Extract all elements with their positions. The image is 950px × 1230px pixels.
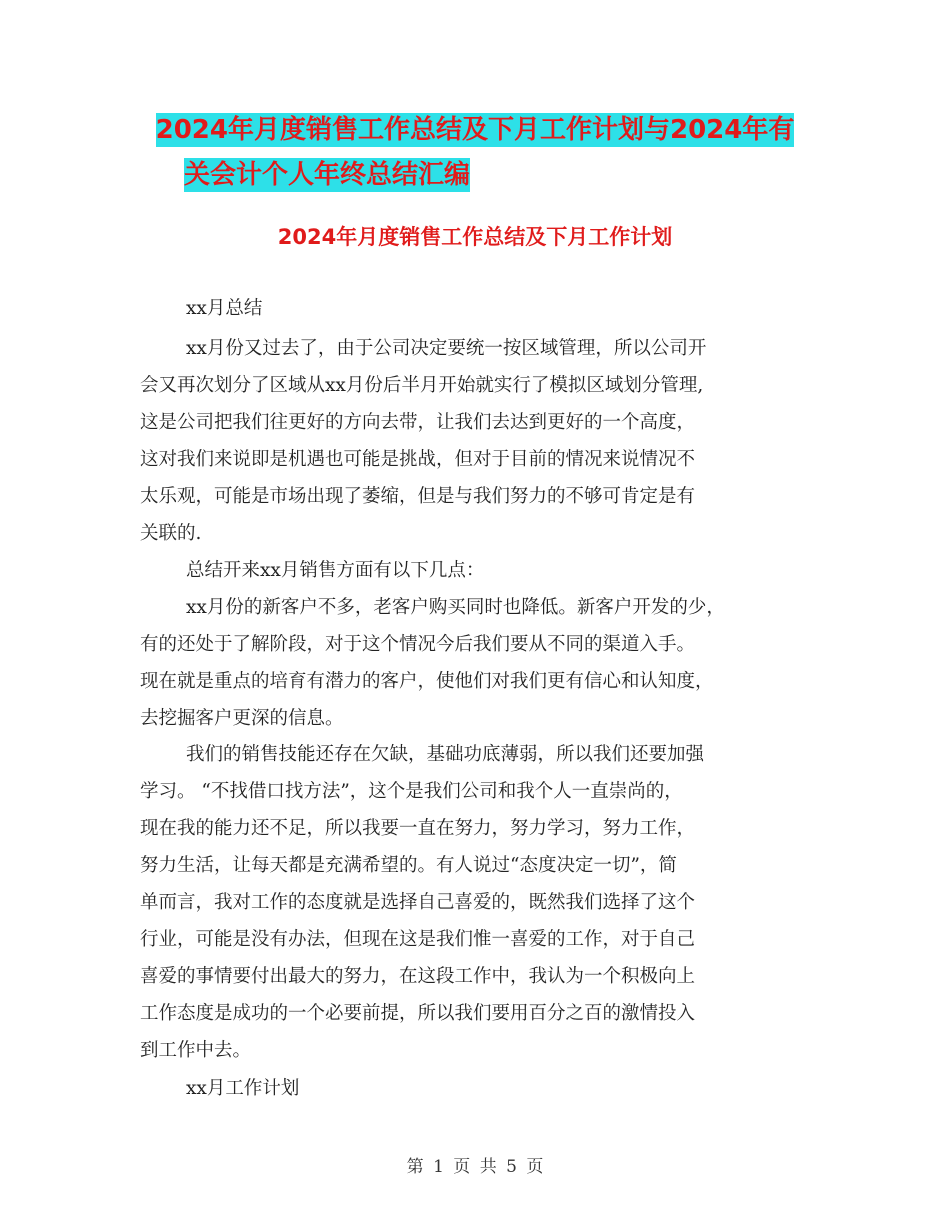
paragraph-line: 现在就是重点的培育有潜力的客户，使他们对我们更有信心和认知度， [140, 671, 714, 692]
paragraph-line: 行业，可能是没有办法，但现在这是我们惟一喜爱的工作，对于自己 [140, 929, 696, 950]
main-title-line-2: 关会计个人年终总结汇编 [183, 160, 470, 190]
paragraph-heading: xx月总结 [186, 298, 263, 319]
paragraph-line: 会又再次划分了区域从xx月份后半月开始就实行了模拟区域划分管理, [140, 375, 704, 396]
paragraph-line: 这是公司把我们往更好的方向去带，让我们去达到更好的一个高度， [140, 412, 696, 433]
section-title: 2024年月度销售工作总结及下月工作计划 [277, 225, 673, 249]
paragraph-line: xx月份的新客户不多，老客户购买同时也降低。新客户开发的少， [186, 597, 725, 618]
paragraph-line: 单而言，我对工作的态度就是选择自己喜爱的，既然我们选择了这个 [140, 892, 696, 913]
paragraph-line: 到工作中去。 [140, 1040, 252, 1061]
paragraph-line: 工作态度是成功的一个必要前提，所以我们要用百分之百的激情投入 [140, 1003, 696, 1024]
paragraph-line: 有的还处于了解阶段，对于这个情况今后我们要从不同的渠道入手。 [140, 634, 696, 655]
paragraph-line: 现在我的能力还不足，所以我要一直在努力，努力学习，努力工作， [140, 818, 696, 839]
paragraph-line: 这对我们来说即是机遇也可能是挑战，但对于目前的情况来说情况不 [140, 449, 696, 470]
paragraph-heading: xx月工作计划 [186, 1078, 300, 1099]
main-title-line-1: 2024年月度销售工作总结及下月工作计划与2024年有 [155, 115, 795, 145]
paragraph-line: 我们的销售技能还存在欠缺，基础功底薄弱，所以我们还要加强 [186, 744, 705, 765]
paragraph-line: 努力生活，让每天都是充满希望的。有人说过“态度决定一切”，简 [140, 855, 677, 876]
paragraph-line: 喜爱的事情要付出最大的努力，在这段工作中，我认为一个积极向上 [140, 966, 696, 987]
paragraph-line: xx月份又过去了，由于公司决定要统一按区域管理，所以公司开 [186, 338, 707, 359]
paragraph-line: 关联的. [140, 523, 202, 544]
paragraph-line: 去挖掘客户更深的信息。 [140, 708, 344, 729]
page-number-footer: 第 1 页 共 5 页 [406, 1157, 544, 1177]
paragraph-line: 太乐观，可能是市场出现了萎缩，但是与我们努力的不够可肯定是有 [140, 486, 696, 507]
paragraph-line: 学习。 “不找借口找方法”，这个是我们公司和我个人一直崇尚的， [140, 781, 683, 802]
paragraph-line: 总结开来xx月销售方面有以下几点： [186, 560, 485, 581]
